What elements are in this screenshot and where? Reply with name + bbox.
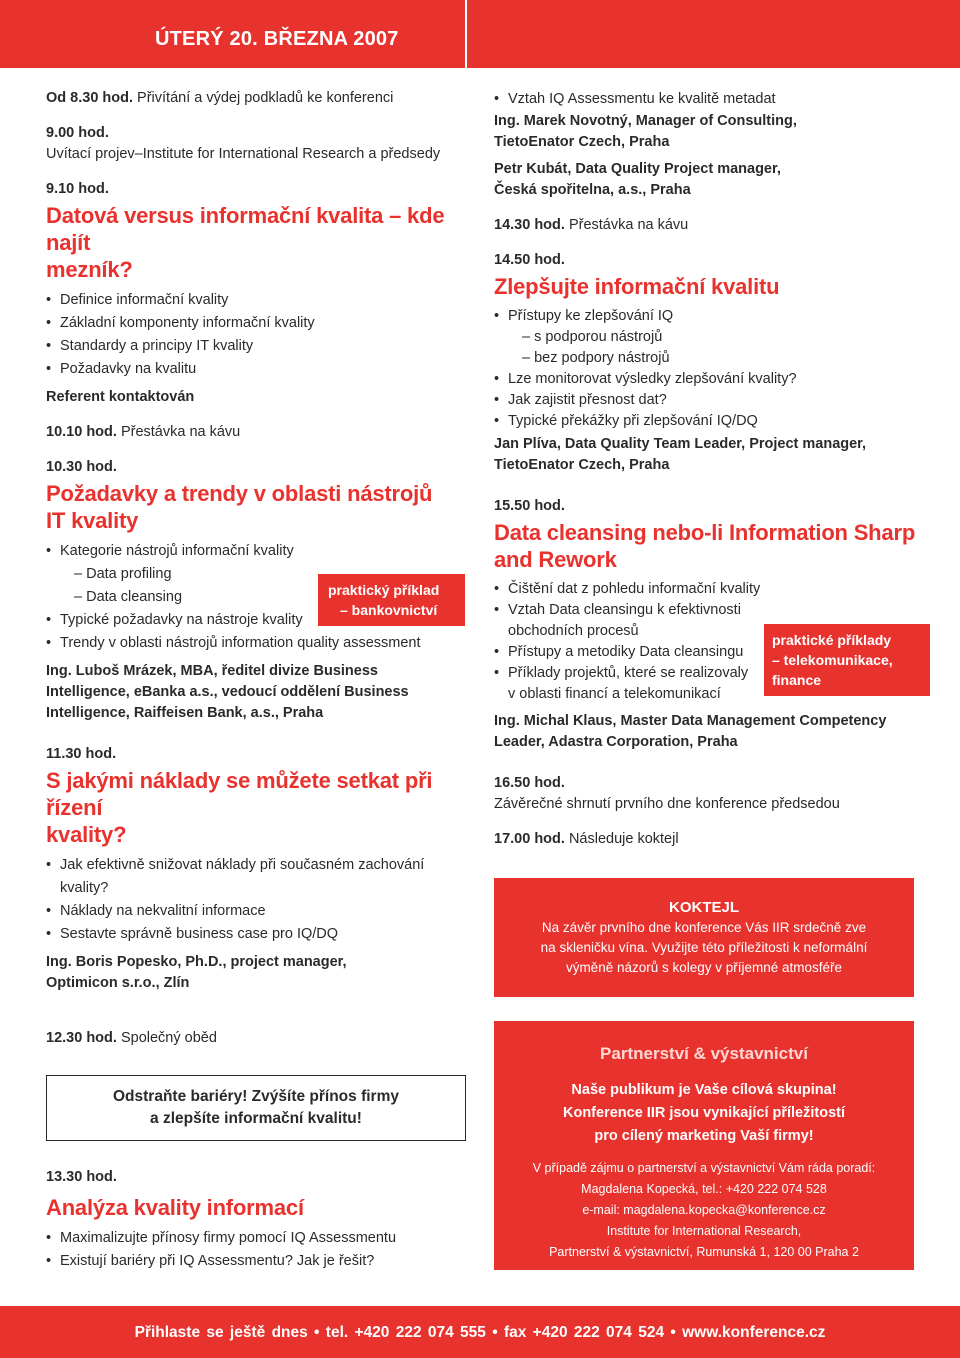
session-title: Požadavky a trendy v oblasti nástrojů IT kvality <box>46 481 433 533</box>
bullet-item: • Kategorie nástrojů informační kvality <box>46 540 476 563</box>
session-title: Analýza kvality informací <box>46 1195 304 1220</box>
speaker: Ing. Boris Popesko, Ph.D., project manager, Optimicon s.r.o., Zlín <box>46 954 347 991</box>
time-label: 13.30 hod. <box>46 1169 117 1185</box>
bullet-item: • Příklady projektů, které se realizovaly v oblasti financí a telekomunikací <box>494 663 934 705</box>
time-label: 9.10 hod. <box>46 181 109 197</box>
session-analyza <box>46 1167 476 1273</box>
session-title: S jakými náklady se můžete setkat při řízení kvality? <box>46 768 433 847</box>
agenda-text: Následuje koktejl <box>568 831 679 847</box>
bullet-item: • Vztah IQ Assessmentu ke kvalitě metadat <box>494 88 934 111</box>
speaker: Petr Kubát, Data Quality Project manager, Česká spořitelna, a.s., Praha <box>494 161 781 198</box>
partnership-contact: V případě zájmu o partnerství a výstavnictví Vám ráda poradí: Magdalena Kopecká, tel.: +420 222 074 528 e-mail: magdalena.kopecka@konference.cz Institute for International Research, Partnerství & výstavnictví, Rumunská 1, 120 00 Praha 2 <box>494 1158 914 1263</box>
bullet-item: • Přístupy ke zlepšování IQ <box>494 306 934 327</box>
bullet-item: • Standardy a principy IT kvality <box>46 335 476 358</box>
speaker: Ing. Marek Novotný, Manager of Consulting, TietoEnator Czech, Praha <box>494 113 797 150</box>
agenda-text: Přivítání a výdej podkladů ke konferenci <box>137 90 394 106</box>
bullet-item: • Sestavte správně business case pro IQ/DQ <box>46 923 476 946</box>
bullet-item: • Základní komponenty informační kvality <box>46 312 476 335</box>
promo-box: Odstraňte bariéry! Zvýšíte přínos firmy a zlepšíte informační kvalitu! <box>46 1075 466 1141</box>
session-title: Datová versus informační kvalita – kde najít mezník? <box>46 203 445 282</box>
time-label: 16.50 hod. <box>494 775 565 791</box>
speaker: Ing. Luboš Mrázek, MBA, ředitel divize Business Intelligence, eBanka a.s., vedoucí oddělení Business Intelligence, Raiffeisen Bank, a.s., Praha <box>46 663 409 721</box>
time-label: Od 8.30 hod. <box>46 90 134 106</box>
bullet-item: • Čištění dat z pohledu informační kvality <box>494 579 934 600</box>
agenda-item <box>46 422 476 443</box>
agenda-text: Přestávka na kávu <box>568 217 689 233</box>
koktejl-text: Na závěr prvního dne konference Vás IIR srdečně zve na skleničku vína. Využijte této příležitosti k neformální výměně názorů s kolegy v příjemné atmosféře <box>540 920 868 975</box>
example-callout-telecom: praktické příklady – telekomunikace, finance <box>764 624 930 696</box>
time-label: 15.50 hod. <box>494 498 565 514</box>
sub-item: – bez podpory nástrojů <box>522 350 670 366</box>
bullet-item: • Existují bariéry při IQ Assessmentu? Jak je řešit? <box>46 1250 476 1273</box>
bullet-item: • Typické požadavky na nástroje kvality <box>46 609 476 632</box>
agenda-item <box>494 215 934 236</box>
bullet-item: • Trendy v oblasti nástrojů information quality assessment <box>46 632 476 655</box>
session-title: Data cleansing nebo-li Information Sharp and Rework <box>494 520 916 572</box>
time-label: 10.30 hod. <box>46 459 117 475</box>
agenda-item <box>46 1028 217 1049</box>
time-label: 11.30 hod. <box>46 746 117 762</box>
bullet-item: • Definice informační kvality <box>46 289 476 312</box>
left-column <box>46 88 476 994</box>
example-callout-banking: praktický příklad – bankovnictví <box>318 574 465 626</box>
header-bar-right <box>467 0 960 68</box>
footer-bar <box>0 1306 960 1358</box>
koktejl-box <box>494 878 914 997</box>
session-title: Zlepšujte informační kvalitu <box>494 274 780 299</box>
bullet-item: • Maximalizujte přínosy firmy pomocí IQ Assessmentu <box>46 1227 476 1250</box>
bullet-item: • Lze monitorovat výsledky zlepšování kvality? <box>494 369 934 390</box>
bullet-item: • Jak efektivně snižovat náklady při současném zachování kvality? <box>46 854 476 900</box>
time-label: 14.30 hod. <box>494 217 565 233</box>
bullet-item: • Požadavky na kvalitu <box>46 358 476 381</box>
time-label: 10.10 hod. <box>46 424 117 440</box>
bullet-item: • Typické překážky při zlepšování IQ/DQ <box>494 411 934 432</box>
agenda-text: Závěrečné shrnutí prvního dne konference předsedou <box>494 796 840 812</box>
speaker: Jan Plíva, Data Quality Team Leader, Project manager, TietoEnator Czech, Praha <box>494 436 867 473</box>
bullet-item: • Přístupy a metodiky Data cleansingu <box>494 642 934 663</box>
time-label: 12.30 hod. <box>46 1030 117 1046</box>
partnership-headline: Naše publikum je Vaše cílová skupina! Konference IIR jsou vynikající příležitostí pro cílený marketing Vaší firmy! <box>562 1082 846 1144</box>
agenda-item <box>494 829 934 850</box>
agenda-text: Přestávka na kávu <box>120 424 241 440</box>
time-label: 9.00 hod. <box>46 125 109 141</box>
right-column <box>494 88 934 850</box>
agenda-item <box>46 88 476 109</box>
partnership-box <box>494 1021 914 1270</box>
time-label: 14.50 hod. <box>494 252 565 268</box>
agenda-text: Uvítací projev–Institute for International Research a předsedy <box>46 146 441 162</box>
contact-email[interactable]: e-mail: magdalena.kopecka@konference.cz <box>582 1203 826 1217</box>
sub-item: – Data profiling <box>74 566 172 582</box>
speaker: Ing. Michal Klaus, Master Data Management Competency Leader, Adastra Corporation, Praha <box>494 713 887 750</box>
partnership-title: Partnerství & výstavnictví <box>600 1044 808 1063</box>
date-banner <box>0 0 465 68</box>
sub-item: – s podporou nástrojů <box>522 329 663 345</box>
koktejl-title: KOKTEJL <box>668 899 739 916</box>
time-label: 17.00 hod. <box>494 831 565 847</box>
sub-item: – Data cleansing <box>74 589 183 605</box>
bullet-item: • Jak zajistit přesnost dat? <box>494 390 934 411</box>
date-title: ÚTERÝ 20. BŘEZNA 2007 <box>155 28 399 50</box>
speaker: Referent kontaktován <box>46 389 195 405</box>
bullet-item: • Náklady na nekvalitní informace <box>46 900 476 923</box>
footer-contact[interactable]: Přihlaste se ještě dnes • tel. +420 222 074 555 • fax +420 222 074 524 • www.konference.cz <box>134 1324 826 1341</box>
agenda-text: Společný oběd <box>120 1030 217 1046</box>
bullet-item: • Vztah Data cleansingu k efektivnosti obchodních procesů <box>494 600 934 642</box>
